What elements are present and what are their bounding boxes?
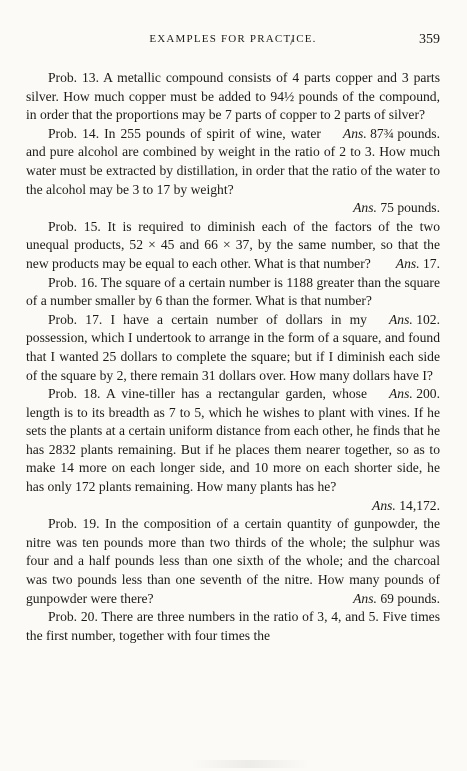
page-number: 359 [419, 32, 440, 47]
problem-label: Prob. 13. [48, 70, 99, 85]
answer [321, 125, 440, 144]
answer-value: 14,172. [399, 497, 440, 513]
problem-text: In 255 pounds of spirit of wine, water and pure alcohol are combined by weight in the ratio of 2 to 3. How much water must be extracted by distillation, in order that the ratio of the water to the alcohol may be 3 to 17 by weight? [26, 125, 440, 197]
problem-text: I have a certain number of dollars in my possession, which I undertook to arrange in the form of a square, and found that I wanted 25 dollars to complete the square; but if I diminish each side of the square by 2, there remain 31 dollars over. How many dollars have I? [26, 311, 440, 383]
answer-value: 200. [416, 386, 440, 402]
answer-value: 87¾ pounds. [370, 125, 440, 141]
problem-label: Prob. 18. [48, 386, 101, 402]
answer-label: Ans. [389, 311, 413, 327]
answer-value: 102. [416, 311, 440, 327]
scan-smudge [190, 760, 310, 768]
problem-19 [26, 515, 440, 608]
answer-label: Ans. [389, 386, 413, 402]
problem-label: Prob. 14. [48, 125, 100, 141]
problem-label: Prob. 20. [48, 609, 98, 625]
answer-value: 17. [423, 255, 440, 271]
problem-text: The square of a certain number is 1188 greater than the square of a number smaller by 6 than the former. What is that number? [26, 274, 440, 309]
problem-20 [26, 608, 440, 645]
page-header [26, 33, 440, 51]
answer [374, 255, 440, 274]
problem-label: Prob. 17. [48, 311, 103, 327]
answer [26, 497, 440, 516]
answer-value: 69 pounds. [380, 590, 440, 606]
problem-text: It is required to diminish each of the factors of the two unequal products, 52 × 45 and 66 × 37, by the same number, so that the new products may be equal to each other. What is that number? [26, 218, 440, 271]
problem-15 [26, 218, 440, 274]
problem-label: Prob. 16. [48, 274, 98, 290]
answer-label: Ans. [395, 255, 420, 271]
answer-label: Ans. [342, 125, 367, 141]
answer [367, 385, 440, 404]
problem-text: A vine-tiller has a rectangular garden, whose length is to its breadth as 7 to 5, which he wishes to plant with vines. If he sets the plants at a certain uniform distance from each other, he finds that he has 2832 plants remaining. But if he places them nearer together, so as to make 14 more on each longer side, and 10 more on each shorter side, he has only 172 plants remaining. How many plants has he? [26, 386, 440, 495]
answer-value: 75 pounds. [380, 200, 440, 216]
problem-text: A metallic compound consists of 4 parts copper and 3 parts silver. How much copper must be added to 94½ pounds of the compound, in order that the proportions may be 7 parts of copper to 2 parts of silver? [26, 70, 440, 123]
running-title: EXAMPLES FOR PRACTICE. [149, 33, 317, 45]
problem-label: Prob. 15. [48, 218, 101, 234]
answer-label: Ans. [372, 497, 396, 513]
problem-label: Prob. 19. [48, 516, 100, 532]
answer-label: Ans. [353, 590, 377, 606]
answer-label: Ans. [353, 200, 377, 216]
answer [331, 590, 440, 609]
problem-text: There are three numbers in the ratio of 3, 4, and 5. Five times the first number, together with four times the [26, 609, 440, 643]
problem-text: In the composition of a certain quantity of gunpowder, the nitre was ten pounds more than two thirds of the whole; the sulphur was four and a half pounds less than one sixth of the whole; and the charcoal was two pounds less than one seventh of the nitre. How many pounds of gunpowder were there? [26, 516, 440, 606]
answer [26, 199, 440, 218]
answer [367, 311, 440, 330]
page-body [26, 69, 440, 645]
